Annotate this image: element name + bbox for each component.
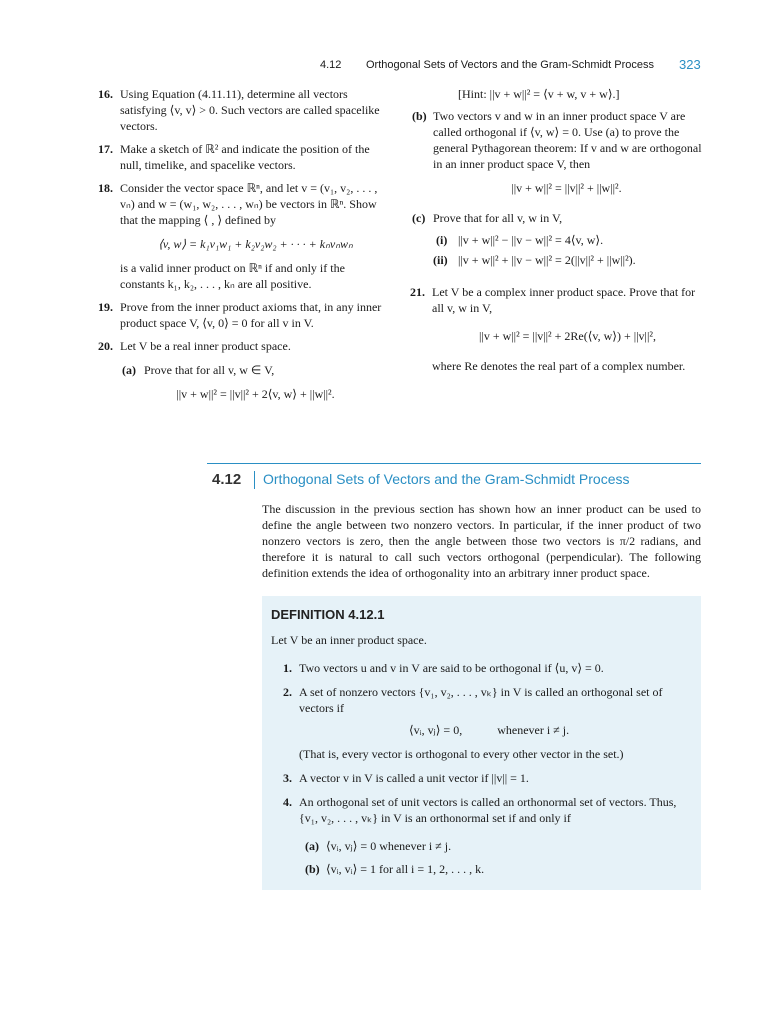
item-number: 1. xyxy=(283,661,292,675)
exercise-text: Using Equation (4.11.11), determine all vectors satisfying ⟨v, v⟩ > 0. Such vectors are called spacelike vectors. xyxy=(120,87,380,133)
part-text: Prove that for all v, w ∈ V, xyxy=(144,363,275,377)
part-label: (c) xyxy=(412,211,426,225)
section-divider xyxy=(254,471,255,489)
definition-item-4a xyxy=(271,838,691,854)
item-text: Two vectors u and v in V are said to be orthogonal if ⟨u, v⟩ = 0. xyxy=(299,661,604,675)
exercise-21 xyxy=(410,284,703,374)
definition-item-3 xyxy=(271,770,691,786)
running-header xyxy=(0,57,768,75)
item-note: (That is, every vector is orthogonal to every other vector in the set.) xyxy=(299,747,624,761)
item-number: 3. xyxy=(283,771,292,785)
section-intro-paragraph: The discussion in the previous section has shown how an inner product can be used to define the angle between two nonzero vectors. In particular, if the inner product of two nonzero vectors is zero, then the angle between those two vectors is π/2 radians, and therefore it is natural to call such vectors orthogonal (perpendicular). The following definition extends the idea of orthogonality into an arbitrary inner product space. xyxy=(262,502,701,580)
exercise-20c-ii xyxy=(410,252,703,268)
header-section-number: 4.12 xyxy=(320,59,342,71)
norm-expansion-equation: ||v + w||² = ||v||² + 2⟨v, w⟩ + ||w||². xyxy=(176,387,335,401)
exercises-left-column xyxy=(98,86,391,410)
item-number: 2. xyxy=(283,685,292,699)
exercise-20b xyxy=(410,108,703,172)
part-text: ⟨vᵢ, vⱼ⟩ = 0 whenever i ≠ j. xyxy=(326,839,452,853)
definition-body xyxy=(271,632,691,877)
item-text: A vector v in V is called a unit vector if ||v|| = 1. xyxy=(299,771,529,785)
item-text: A set of nonzero vectors {v₁, v₂, . . . , vₖ} in V is called an orthogonal set of vectors if xyxy=(299,685,663,715)
exercise-18 xyxy=(98,180,391,292)
definition-item-2 xyxy=(271,684,691,762)
exercise-number: 16. xyxy=(98,87,113,101)
item-text: An orthogonal set of unit vectors is called an orthonormal set of vectors. Thus, {v₁, v₂, . . . , vₖ} in V is an orthonormal set if and only if xyxy=(299,795,677,825)
exercise-number: 17. xyxy=(98,142,113,156)
part-text: Two vectors v and w in an inner product space V are called orthogonal if ⟨v, w⟩ = 0. Use (a) to prove the general Pythagorean theorem: If v and w are orthogonal in an inner product space V, then xyxy=(433,109,702,171)
header-section-title: Orthogonal Sets of Vectors and the Gram-Schmidt Process xyxy=(366,59,654,71)
exercise-20c xyxy=(410,210,703,226)
hint: [Hint: ||v + w||² = ⟨v + w, v + w⟩.] xyxy=(458,87,620,101)
orthogonal-condition-text: whenever i ≠ j. xyxy=(497,723,570,737)
exercise-number: 19. xyxy=(98,300,113,314)
definition-title: DEFINITION 4.12.1 xyxy=(271,607,385,622)
definition-item-4b xyxy=(271,861,691,877)
part-label: (a) xyxy=(305,839,319,853)
exercise-17 xyxy=(98,141,391,173)
part-text: ⟨vᵢ, vᵢ⟩ = 1 for all i = 1, 2, . . . , k. xyxy=(326,862,485,876)
exercise-20c-i xyxy=(410,232,703,248)
part-label: (b) xyxy=(412,109,427,123)
complex-norm-equation: ||v + w||² = ||v||² + 2Re(⟨v, w⟩) + ||v||², xyxy=(479,329,656,343)
section-number: 4.12 xyxy=(212,471,242,488)
exercise-text: Consider the vector space ℝⁿ, and let v = (v₁, v₂, . . . , vₙ) and w = (w₁, w₂, . . . , wₙ) be vectors in ℝⁿ. Show that the mapping ⟨ , ⟩ defined by xyxy=(120,181,378,227)
section-title: Orthogonal Sets of Vectors and the Gram-Schmidt Process xyxy=(263,471,630,487)
page-number: 323 xyxy=(679,57,701,72)
orthogonal-condition xyxy=(409,722,691,738)
exercise-number: 20. xyxy=(98,339,113,353)
exercise-text: Let V be a real inner product space. xyxy=(120,339,291,353)
exercise-text-continued: is a valid inner product on ℝⁿ if and only if the constants k₁, k₂, . . . , kₙ are all positive. xyxy=(120,261,345,291)
exercise-20 xyxy=(98,338,391,402)
pythagorean-equation: ||v + w||² = ||v||² + ||w||². xyxy=(511,181,622,195)
definition-item-1 xyxy=(271,660,691,676)
part-label: (ii) xyxy=(433,253,448,267)
exercises-right-column xyxy=(410,86,703,381)
exercise-16 xyxy=(98,86,391,134)
exercise-number: 18. xyxy=(98,181,113,195)
orthogonal-equation: ⟨vᵢ, vⱼ⟩ = 0, xyxy=(409,723,463,737)
part-text: Prove that for all v, w in V, xyxy=(433,211,563,225)
definition-lead: Let V be an inner product space. xyxy=(271,633,427,647)
exercise-20a xyxy=(120,362,391,378)
part-label: (b) xyxy=(305,862,320,876)
exercise-text: Make a sketch of ℝ² and indicate the position of the null, timelike, and spacelike vectors. xyxy=(120,142,370,172)
exercise-text: Prove from the inner product axioms that, in any inner product space V, ⟨v, 0⟩ = 0 for all v in V. xyxy=(120,300,382,330)
exercise-number: 21. xyxy=(410,285,425,299)
inner-product-equation: ⟨v, w⟩ = k₁v₁w₁ + k₂v₂w₂ + · · · + kₙvₙwₙ xyxy=(158,237,353,251)
definition-box xyxy=(262,596,701,890)
section-rule xyxy=(207,463,701,464)
part-label: (i) xyxy=(436,233,448,247)
exercise-text: Let V be a complex inner product space. Prove that for all v, w in V, xyxy=(432,285,696,315)
item-number: 4. xyxy=(283,795,292,809)
part-equation: ||v + w||² − ||v − w||² = 4⟨v, w⟩. xyxy=(458,233,604,247)
exercise-19 xyxy=(98,299,391,331)
part-equation: ||v + w||² + ||v − w||² = 2(||v||² + ||w||²). xyxy=(458,253,636,267)
part-label: (a) xyxy=(122,363,136,377)
definition-item-4 xyxy=(271,794,691,826)
exercise-text-continued: where Re denotes the real part of a complex number. xyxy=(432,359,686,373)
